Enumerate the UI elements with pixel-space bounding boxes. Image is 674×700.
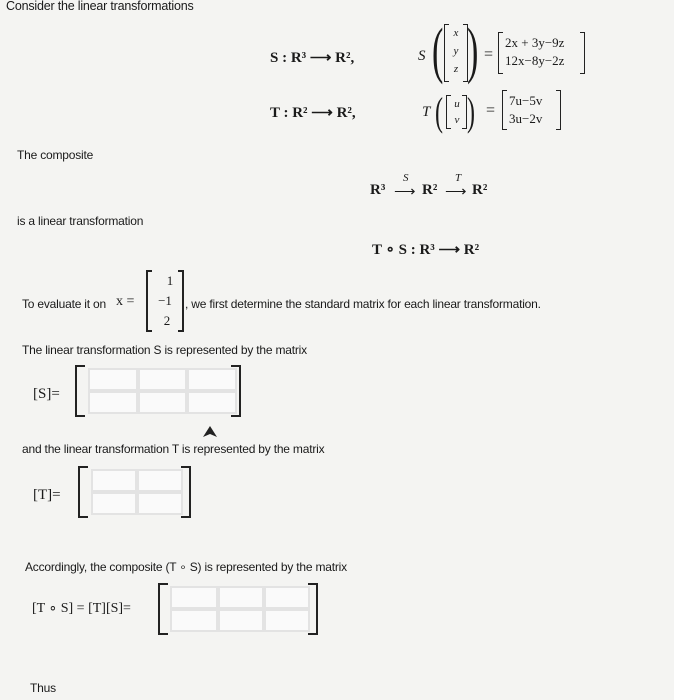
s-matrix-cell-2-1[interactable] — [88, 391, 138, 414]
t-output-row-1: 7u−5v — [509, 93, 543, 108]
composite-matrix-cell-2-1[interactable] — [170, 609, 218, 632]
composite-matrix-cell-1-1[interactable] — [170, 586, 218, 609]
t-matrix-text: and the linear transformation T is represented by the matrix — [22, 442, 325, 456]
vector-entry-3: 2 — [163, 313, 171, 328]
composite-matrix-right-bracket — [308, 583, 318, 635]
chain-t-label: T — [455, 172, 462, 184]
composite-matrix-grid — [170, 586, 310, 632]
composite-matrix-cell-2-3[interactable] — [264, 609, 310, 632]
s-input-x: x — [453, 27, 459, 39]
composite-matrix-cell-2-2[interactable] — [218, 609, 264, 632]
s-matrix-cell-1-3[interactable] — [187, 368, 237, 391]
s-matrix-cell-1-1[interactable] — [88, 368, 138, 391]
thus-label: Thus — [30, 681, 56, 695]
right-paren: ) — [467, 17, 479, 85]
s-map: S : R³ ⟶ R², — [270, 50, 355, 66]
mouse-cursor-icon — [203, 426, 217, 438]
t-matrix-grid — [91, 469, 183, 515]
s-matrix-text: The linear transformation S is represented by the matrix — [22, 343, 307, 357]
s-output-row-1: 2x + 3y−9z — [505, 35, 565, 50]
t-func-label: T — [422, 104, 431, 120]
s-matrix-cell-2-2[interactable] — [138, 391, 187, 414]
s-func-label: S — [418, 48, 426, 64]
t-equals: = — [486, 102, 496, 119]
left-paren: ( — [432, 17, 444, 85]
s-input-y: y — [453, 45, 459, 57]
right-bracket — [580, 32, 585, 74]
chain-r3: R³ — [370, 182, 386, 198]
right-bracket — [556, 90, 561, 130]
chain-arrow-1: ⟶ — [394, 184, 416, 200]
s-matrix-label: [S]= — [33, 386, 60, 402]
composite-matrix-cell-1-3[interactable] — [264, 586, 310, 609]
s-matrix-grid — [88, 368, 237, 414]
chain-r2-b: R² — [472, 182, 488, 198]
linear-label: is a linear transformation — [17, 214, 144, 228]
s-output-row-2: 12x−8y−2z — [505, 53, 565, 68]
vector-entry-1: 1 — [166, 273, 174, 288]
s-matrix-cell-1-2[interactable] — [138, 368, 187, 391]
s-matrix-cell-2-3[interactable] — [187, 391, 237, 414]
t-input-u: u — [454, 98, 460, 110]
chain-s-label: S — [403, 172, 409, 184]
t-input-v: v — [454, 114, 460, 126]
composite-matrix-label: [T ∘ S] = [T][S]= — [32, 601, 131, 616]
composite-matrix-left-bracket — [158, 583, 168, 635]
ts-map: T ∘ S : R³ ⟶ R² — [372, 242, 480, 258]
left-paren: ( — [435, 89, 443, 134]
evaluate-suffix: , we first determine the standard matrix for each linear transformation. — [185, 297, 541, 311]
right-paren: ) — [467, 89, 475, 134]
chain-arrow-2: ⟶ — [445, 184, 467, 200]
composite-matrix-cell-1-2[interactable] — [218, 586, 264, 609]
vector-entry-2: −1 — [158, 293, 172, 308]
composite-matrix-text: Accordingly, the composite (T ∘ S) is represented by the matrix — [25, 560, 347, 574]
evaluate-prefix: To evaluate it on — [22, 297, 106, 311]
t-matrix-right-bracket — [181, 466, 191, 518]
right-bracket — [178, 270, 184, 332]
evaluate-var: x = — [116, 294, 135, 309]
s-input-z: z — [453, 63, 459, 75]
chain-r2-a: R² — [422, 182, 438, 198]
t-output-row-2: 3u−2v — [509, 111, 543, 126]
left-bracket — [498, 32, 503, 74]
left-bracket — [502, 90, 507, 130]
t-matrix-cell-2-2[interactable] — [137, 492, 183, 515]
t-matrix-cell-1-2[interactable] — [137, 469, 183, 492]
s-equals: = — [484, 46, 494, 63]
t-matrix-cell-1-1[interactable] — [91, 469, 137, 492]
s-matrix-left-bracket — [75, 365, 85, 417]
t-matrix-cell-2-1[interactable] — [91, 492, 137, 515]
t-matrix-label: [T]= — [33, 487, 61, 503]
t-map: T : R² ⟶ R², — [270, 105, 356, 121]
s-matrix-right-bracket — [231, 365, 241, 417]
heading: Consider the linear transformations — [6, 0, 194, 13]
composite-label: The composite — [17, 148, 94, 162]
t-matrix-left-bracket — [78, 466, 88, 518]
